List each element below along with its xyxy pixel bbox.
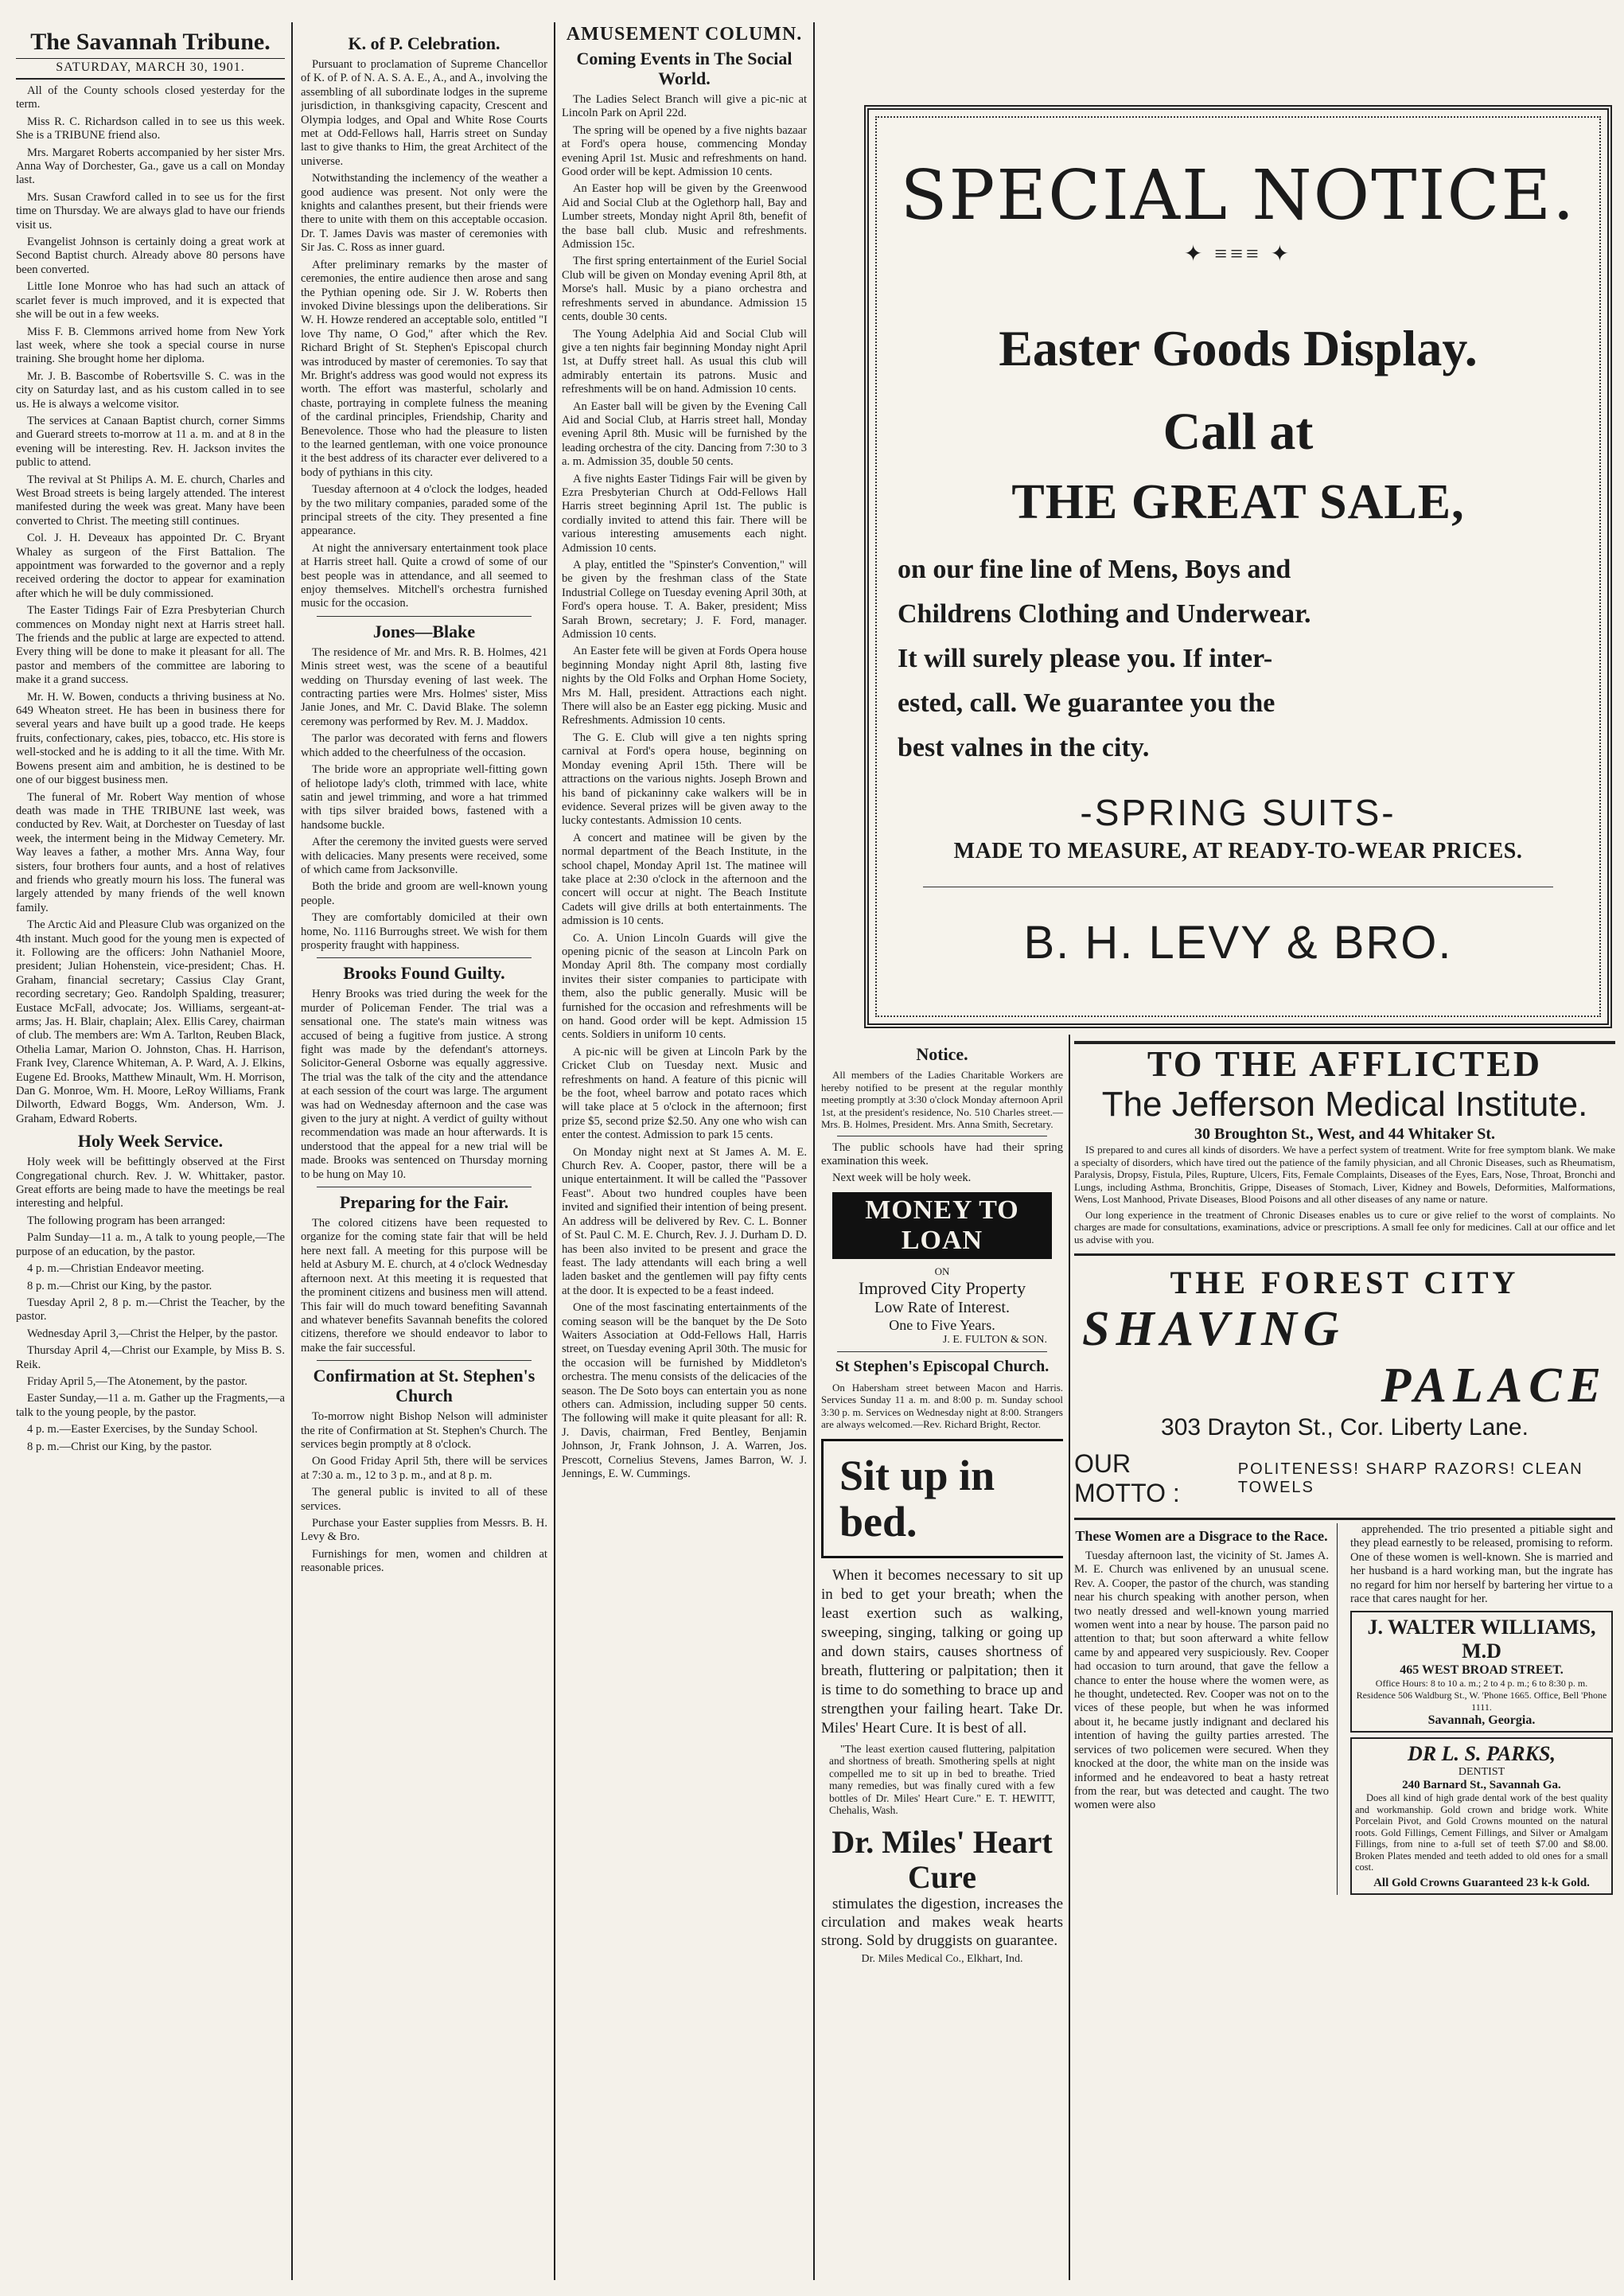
newspaper-title: The Savannah Tribune. [30, 29, 271, 55]
column-1 [16, 29, 285, 2289]
event-paragraph: The Young Adelphia Aid and Social Club will give a ten nights fair beginning Monday night April 1st, at Duffy street hall. As usual this club will admirably entertain its patrons. Music and refreshments will be on hand. Admission 10 cents. [562, 327, 807, 396]
parks-guarantee: All Gold Crowns Guaranteed 23 k-k Gold. [1373, 1876, 1590, 1889]
article-paragraph: The parlor was decorated with ferns and flowers which added to the cheerfulness of the occasion. [301, 732, 547, 759]
forest-city: THE FOREST CITY [1170, 1265, 1520, 1300]
great-sale: THE GREAT SALE, [1011, 475, 1465, 529]
news-paragraph: Little Ione Monroe who has had such an attack of scarlet fever is much improved, and it is expected that she will be out in a few weeks. [16, 280, 285, 322]
notice-heading: Notice. [916, 1044, 968, 1064]
news-paragraph: All of the County schools closed yesterday for the term. [16, 84, 285, 111]
firm-name: B. H. LEVY & BRO. [1023, 917, 1453, 969]
ad-line: best valnes in the city. [898, 733, 1150, 762]
parks-address: 240 Barnard St., Savannah Ga. [1402, 1779, 1561, 1792]
article-paragraph: Furnishings for men, women and children at reasonable prices. [301, 1547, 547, 1575]
sit-up-body: When it becomes necessary to sit up in bed to get your breath; when the least exertion such as walking, sweeping, singing, talking or going up and down stairs, causes shortness of breath, fluttering or palpitation; then it is time to do something to brace up and strengthen your failing heart. Take Dr. Miles' Heart Cure. It is best of all. [821, 1566, 1063, 1737]
holy-week-article [16, 1156, 285, 1454]
loan-term: One to Five Years. [889, 1316, 995, 1333]
program-item: Friday April 5,—The Atonement, by the pastor. [27, 1374, 247, 1388]
event-paragraph: Co. A. Union Lincoln Guards will give the opening picnic of the season at Lincoln Park on Monday April 8th. The company most cordially invites their sister companies to participate with them, also the public generally. Music will be furnished for the occasion and refreshments will be on hand. Good order will be kept. Admission 15 cents. Soldiers in uniform 10 cents. [562, 931, 807, 1042]
article-paragraph: Both the bride and groom are well-known young people. [301, 880, 547, 907]
program-item: Tuesday April 2, 8 p. m.—Christ the Teacher, by the pastor. [16, 1296, 285, 1323]
motto-row [1074, 1449, 1615, 1508]
ad-line: Childrens Clothing and Underwear. [898, 599, 1311, 629]
ad-line: on our fine line of Mens, Boys and [898, 555, 1291, 584]
bottom-right-row [1074, 1523, 1615, 1895]
st-stephen-heading: St Stephen's Episcopal Church. [835, 1357, 1050, 1375]
event-paragraph: An Easter ball will be given by the Evening Call Aid and Social Club, at Harris street hall, Monday evening April 8th. Music will be furnished by the leading orchestra of the city. Dancing from 7:30 to 3 a. m. Admission 35, double 50 cents. [562, 400, 807, 469]
institute-body-2: Our long experience in the treatment of Chronic Diseases enables us to cure or give relief to the worst of complaints. No charges are made for consultations, examinations, advice or prescriptions. A small fee only for medicines. Call at our office and let us advise with you. [1074, 1208, 1615, 1245]
issue-date: SATURDAY, MARCH 30, 1901. [16, 58, 285, 75]
program-item: Easter Sunday,—11 a. m. Gather up the Fragments,—a talk to the young people, by the pastor. [16, 1392, 285, 1419]
divider [837, 1351, 1047, 1352]
column-right-ads [1074, 1035, 1615, 2289]
article-paragraph: They are comfortably domiciled at their own home, No. 1116 Burroughs street. We wish for them prosperity fraught with happiness. [301, 911, 547, 952]
fair-article [301, 1217, 547, 1355]
divider [317, 616, 532, 617]
news-paragraph: The funeral of Mr. Robert Way mention of whose death was made in THE TRIBUNE last week, was conducted by Rev. Wait, at Dorchester on Tuesday of last week, the interment being in the Midway Cemetery. Mr. Way leaves a father, a mother Mrs. Anna Way, four sisters, four brothers four aunts, and a host of relatives and friends who greatly mourn his loss. The funeral was largely attended by many friends of the well known family. [16, 790, 285, 914]
program-item: Thursday April 4,—Christ our Example, by Miss B. S. Reik. [16, 1344, 285, 1371]
event-paragraph: An Easter fete will be given at Fords Opera house beginning Monday night April 8th, lasting five nights by the Old Folks and Orphan Home Society, Mrs M. Hall, president. Attractions each night. There will also be an Easter egg picking. Music and Refreshments. Admission 10 cents. [562, 645, 807, 727]
ad-content [891, 142, 1585, 1000]
event-paragraph: A five nights Easter Tidings Fair will be given by Ezra Presbyterian Church at Odd-Fellows Hall Harris street beginning April 1st. The public is cordially invited to attend this fair. There will be various interesting amusements each night. Admission 10 cents. [562, 472, 807, 555]
article-paragraph: At night the anniversary entertainment took place at Harris street hall. Quite a crowd of some of our best people was in attendance, and all seemed to enjoy themselves. Mitchell's orchestra furnished music for the occasion. [301, 541, 547, 610]
column-rule [813, 22, 815, 2280]
ad-line: ested, call. We guarantee you the [898, 688, 1275, 718]
brooks-article [301, 988, 547, 1182]
column-rule [554, 22, 555, 2280]
news-paragraph: The Easter Tidings Fair of Ezra Presbyterian Church commences on Monday night next at Harris street hall. The friends and the public at large are expected to attend. Every thing will be done to make it pleasant for all. The pastor and members of the committee are laboring to make it a grand success. [16, 604, 285, 687]
doctor-ads [1350, 1523, 1613, 1895]
motto-text: POLITENESS! SHARP RAZORS! CLEAN TOWELS [1237, 1460, 1583, 1496]
women-article [1074, 1523, 1338, 1895]
williams-address: 465 WEST BROAD STREET. [1400, 1663, 1564, 1678]
program-item: The following program has been arranged: [27, 1214, 226, 1227]
fair-heading: Preparing for the Fair. [339, 1192, 509, 1213]
event-paragraph: On Monday night next at St James A. M. E. Church Rev. A. Cooper, pastor, there will be a unique entertainment. It will be called the "Passover Feast". About two hundred couples have been invited and signified their intention of being present. An address will be delivered by Rev. C. L. Bonner of St. Paul C. M. E. Church, Rev. J. J. Durham D. D. has been also invited to be present and grace the feast. The lady attendants will each bring a well laden basket and the gentlemen will pay fifty cents at the door. It is expected to be a feast indeed. [562, 1145, 807, 1297]
event-paragraph: The Ladies Select Branch will give a pic-nic at Lincoln Park on April 22d. [562, 93, 807, 120]
interest-rate: Low Rate of Interest. [874, 1298, 1010, 1316]
institute-address: 30 Broughton St., West, and 44 Whitaker St. [1194, 1125, 1496, 1143]
local-news [16, 84, 285, 1126]
article-paragraph: Tuesday afternoon at 4 o'clock the lodges, headed by the two military companies, paraded some of the principal streets of the city. They presented a fine appearance. [301, 483, 547, 538]
ad-line: It will surely please you. If inter- [898, 644, 1273, 673]
call-at: Call at [1163, 403, 1314, 461]
event-paragraph: A concert and matinee will be given by the normal department of the Beach Institute, in the school chapel, Monday April 1st. The matinee will take place at 2:30 o'clock in the afternoon and the concert will occur at night. The Beach Institute Cadets will give drills at both entertainments. The admission is 10 cents. [562, 831, 807, 928]
williams-city: Savannah, Georgia. [1427, 1713, 1536, 1728]
program-item: 4 p. m.—Easter Exercises, by the Sunday School. [27, 1423, 258, 1436]
palace-word: PALACE [1381, 1358, 1607, 1413]
schools-note: The public schools have had their spring examination this week. [821, 1140, 1063, 1167]
news-paragraph: Mrs. Susan Crawford called in to see us for the first time on Thursday. We are always glad to have our friends visit us. [16, 190, 285, 232]
fulton-sign: J. E. FULTON & SON. [942, 1333, 1047, 1346]
news-paragraph: Evangelist Johnson is certainly doing a great work at Second Baptist church. Already above 80 persons have been converted. [16, 236, 285, 276]
column-2 [301, 29, 547, 2289]
notice-body: All members of the Ladies Charitable Workers are hereby notified to be present at the regular monthly meeting promptly at 3:30 o'clock Monday afternoon April 1st, at the president's residence, No. 510 Charles street.—Mrs. B. Holmes, President. Mrs. Anna Smith, Secretary. [821, 1069, 1063, 1130]
news-paragraph: Miss F. B. Clemmons arrived home from New York last week, where she took a special course in nurse training. She brought home her diploma. [16, 325, 285, 366]
williams-hours: Office Hours: 8 to 10 a. m.; 2 to 4 p. m.; 6 to 8:30 p. m. [1375, 1678, 1588, 1690]
easter-display: Easter Goods Display. [999, 320, 1478, 376]
article-paragraph: The bride wore an appropriate well-fitting gown of heliotope lady's cloth, trimmed with lace, white satin and jewel trimming, and wore a hat trimmed with tips silver braided bows, fastened with a handsome buckle. [301, 763, 547, 832]
divider [317, 1360, 532, 1361]
column-small-ads [821, 1035, 1063, 2289]
program-item: Wednesday April 3,—Christ the Helper, by the pastor. [27, 1327, 278, 1340]
on-label: ON [934, 1265, 950, 1277]
afflicted-heading: TO THE AFFLICTED [1147, 1043, 1543, 1084]
news-paragraph: Mr. J. B. Bascombe of Robertsville S. C. was in the city on Saturday last, and as his custom called in to see us. He is always a welcome visitor. [16, 369, 285, 411]
event-paragraph: One of the most fascinating entertainments of the coming season will be the banquet by the De Soto Waiters Association at Odd-Fellows Hall, Harris street, on Tuesday evening April 30th. The music for the occasion will be furnished by Middleton's orchestra. The menu consists of the delicacies of the season. The De Soto boys can entertain you as none others can. Admission, including supper 50 cents. The following will make it quite pleasant for all: R. J. Davis, chairman, Fred Bentley, Benjamin Johnson, Jr, Frank Johnson, J. A. Warren, Jos. Prescott, Cornelius Stevens, James Barron, W. J. Jennings, E. W. Cummings. [562, 1301, 807, 1480]
event-paragraph: A play, entitled the "Spinster's Convention," will be given by the freshman class of the State Industrial College on Tuesday evening April 30th, at Ford's opera house. T. A. Baker, president; Miss Sarah Brown, secretary; J. F. Ford, manager. Admission 10 cents. [562, 559, 807, 641]
williams-name: J. WALTER WILLIAMS, M.D [1367, 1616, 1596, 1663]
sit-up-box: Sit up in bed. [821, 1439, 1063, 1558]
jones-heading: Jones—Blake [372, 621, 476, 641]
parks-body: Does all kind of high grade dental work of the best quality and workmanship. Gold crown and bridge work. White Porcelain Pivot, and Gold Crowns mounted on the natural roots. Gold Fillings, Cement Fillings, and Silver or Amalgam Fillings, from nine to a-full set of teeth $7.00 and $8.00. Broken Plates mended and teeth added to old ones for a small cost. [1355, 1792, 1608, 1873]
column-rule [291, 22, 293, 2280]
forest-address: 303 Drayton St., Cor. Liberty Lane. [1161, 1414, 1529, 1440]
event-paragraph: The G. E. Club will give a ten nights spring carnival at Ford's opera house, beginning on Monday evening April 15th. There will be attractions on the various nights. Joseph Brown and his band of pickaninny cake walkers will be in evidence. Several prizes will be given away to the lucky contestants. Admission 10 cents. [562, 731, 807, 828]
ad-lines [891, 548, 1585, 770]
event-paragraph: An Easter hop will be given by the Greenwood Aid and Social Club at the Oglethorp hall, Bay and Lumber streets, Monday night April 8th, benefit of the base ball club. Music and refreshments. Admission 15c. [562, 182, 807, 251]
article-paragraph: Notwithstanding the inclemency of the weather a good audience was present. Not only were the knights and calanthes present, but their friends were there to unite with them on this acceptable occasion. Dr. T. James Davis was master of ceremonies with Sir Jas. C. Ross as inner guard. [301, 172, 547, 255]
williams-residence: Residence 506 Waldburg St., W. 'Phone 1665. Office, Bell 'Phone 1111. [1356, 1690, 1607, 1713]
parks-name: DR L. S. PARKS, [1408, 1742, 1556, 1766]
amusement-article [562, 93, 807, 1481]
article-paragraph: Pursuant to proclamation of Supreme Chancellor of K. of P. of N. A. S. A. E., A., and A., involving the assembling of all subordinate lodges in the supreme jurisdiction, in thanksgiving capacity, Crescent and Olympia lodges, and Opal and White Rose Courts met at Odd-Fellows hall, Harris street on Sunday last to give thanks to Him, the great Architect of the universe. [301, 58, 547, 168]
program-item: Palm Sunday—11 a. m., A talk to young people,—The purpose of an education, by the pastor. [16, 1231, 285, 1258]
women-body-cont: apprehended. The trio presented a pitiable sight and they plead earnestly to be released, promising to reform. One of these women is well-known. She is married and her husband is a hard working man, but the ingrate has no regard for him nor herself by bartering her virtue to a race that cares naught for her. [1350, 1523, 1613, 1606]
article-paragraph: The colored citizens have been requested to organize for the coming state fair that will be held here next fall. A meeting for this purpose will be held at Asbury M. E. church, at 4 o'clock Wednesday afternoon next. At this meeting it is requested that the prominent citizens and business men will attend. This fair will do much toward benefiting Savannah and whatever benefits Savannah benefits the colored citizens, therefore we should endeavor to labor to make the fair successful. [301, 1217, 547, 1355]
parks-ad [1350, 1737, 1613, 1895]
news-paragraph: The revival at St Philips A. M. E. church, Charles and West Broad streets is being largely attended. The interest manifested during the week was great. Many have been converted to Christ. The meeting still continues. [16, 473, 285, 528]
ornament: ✦ ≡≡≡ ✦ [1183, 242, 1293, 267]
confirmation-article [301, 1410, 547, 1575]
column-3 [562, 24, 807, 2289]
st-stephen-body: On Habersham street between Macon and Harris. Services Sunday 11 a. m. and 8:00 p. m. Sunday school 3:30 p. m. Services on Wednesday night at 8:00. Strangers are always welcomed.—Rev. Richard Bright, Rector. [821, 1381, 1063, 1431]
article-paragraph: To-morrow night Bishop Nelson will administer the rite of Confirmation at St. Stephen's Church. The services begin promptly at 8 o'clock. [301, 1410, 547, 1451]
amusement-title: AMUSEMENT COLUMN. [566, 24, 803, 45]
news-paragraph: Col. J. H. Deveaux has appointed Dr. C. Bryant Whaley as surgeon of the First Battalion. The appointment was forwarded to the governor and a reply received ordering the doctor to appear for examination after which he will be duly commissioned. [16, 532, 285, 600]
special-notice-ad [864, 105, 1612, 1028]
column-rule [1069, 1035, 1070, 2280]
news-paragraph: Mr. H. W. Bowen, conducts a thriving business at No. 649 Wheaton street. He has been in business there for several years and have built up a good trade. He keeps fruits, confectionary, cakes, pies, tobacco, etc. His store is well-stocked and he is adding to it all the time. With Mr. Bowens present aim and ambition, he is destined to be one of our biggest business men. [16, 690, 285, 787]
event-paragraph: A pic-nic will be given at Lincoln Park by the Cricket Club on Tuesday next. Music and refreshments on hand. A feature of this picnic will be the foot, wheel barrow and potato races which will take place at 5 o'clock in the afternoon; first prize $5, second prize $2.50. Any one who wish can enter the contest. Admission to park 15 cents. [562, 1045, 807, 1142]
dr-miles-body: stimulates the digestion, increases the circulation and makes weak hearts strong. Sold by druggists on guarantee. [821, 1895, 1063, 1949]
dr-miles-heading: Dr. Miles' Heart Cure [831, 1823, 1053, 1895]
news-paragraph: Mrs. Margaret Roberts accompanied by her sister Mrs. Anna Way of Dorchester, Ga., gave us a call on Monday last. [16, 146, 285, 187]
holy-week-note: Next week will be holy week. [832, 1171, 972, 1185]
article-paragraph: Purchase your Easter supplies from Messrs. B. H. Levy & Bro. [301, 1516, 547, 1544]
news-paragraph: The Arctic Aid and Pleasure Club was organized on the 4th instant. Much good for the young men is expected of it. Following are the officers: John Nathaniel Moore, president; Julian Hohenstein, vice-president; Chas. H. Graham, financial secretary; Cassius Clay Grant, recording secretary; Geo. Randolph Spalding, treasurer; Eustace McFall, advocate; Jos. Williams, sergeant-at-arms; Jas. H. Blair, chaplain; Alex. Ellis Carey, chairman of club. The members are: Wm A. Tarlton, Reuben Black, Othelia Lamar, Marion O. Johnston, Chas. H. Harrison, Frank Ivey, Clarence Whiteman, A. P. Ward, A. J. Elkins, Eugene Ed. Brooks, Matthew Minault, Wm. H. Morrison, Dan G. Monroe, Wm. H. Moore, LeRoy Williams, Frank Dilworth, Edward Boggs, Wm. Anderson, Wm. J. Graham, Edward Roberts. [16, 918, 285, 1125]
program-item: Holy week will be befittingly observed at the First Congregational church. Rev. J. W. Whittaker, pastor. Great efforts are being made to have the meetings be real interesting and helpful. [16, 1156, 285, 1210]
article-paragraph: On Good Friday April 5th, there will be services at 7:30 a. m., 12 to 3 p. m., and at 8 p. m. [301, 1455, 547, 1482]
program-item: 8 p. m.—Christ our King, by the pastor. [27, 1440, 212, 1453]
institute-name: The Jefferson Medical Institute. [1101, 1085, 1588, 1124]
divider [1074, 1518, 1615, 1520]
brooks-heading: Brooks Found Guilty. [343, 963, 505, 984]
kp-heading: K. of P. Celebration. [348, 33, 500, 53]
shaving-word: SHAVING [1082, 1302, 1346, 1356]
improved-property: Improved City Property [858, 1277, 1026, 1298]
holy-week-heading: Holy Week Service. [77, 1131, 224, 1152]
institute-body: IS prepared to and cures all kinds of disorders. We have a perfect system of treatment. Write for free symptom blank. We make a specialty of disorders, which have tired out the patience of the family physician, and all Chronic Diseases, such as Rheumatism, Paralysis, Dropsy, Fistula, Piles, Rupture, Ulcers, Fits, Female Complaints, Diseases of the Eyes, Ears, Nose, Throat, Bronchi and Lungs, including Asthma, Bronchitis, Grippe, Diseases of Stomach, Liver, Kidney and Bowels, Deformities, Malformations, Wens, Lost Manhood, Private Diseases, Blood Poisons and all other diseases of any name or nature. [1074, 1144, 1615, 1205]
kp-article [301, 58, 547, 611]
masthead [16, 29, 285, 80]
dr-miles-company: Dr. Miles Medical Co., Elkhart, Ind. [861, 1952, 1023, 1965]
news-paragraph: The services at Canaan Baptist church, corner Simms and Guerard streets to-morrow at 11 a. m. and at 8 in the evening will be interesting. Rev. H. Jackson invites the public to attend. [16, 414, 285, 470]
dentist-label: DENTIST [1458, 1766, 1505, 1779]
motto-label: OUR MOTTO : [1074, 1449, 1180, 1507]
program-item: 8 p. m.—Christ our King, by the pastor. [27, 1279, 212, 1292]
news-paragraph: Miss R. C. Richardson called in to see us this week. She is a TRIBUNE friend also. [16, 115, 285, 142]
article-paragraph: Henry Brooks was tried during the week for the murder of Policeman Fender. The trial was a sensational one. The state's main witness was accused of being a fugitive from justice. A strong fight was made by the defendant's attorneys. Solicitor-General Osborne was equally aggressive. The trial was the talk of the city and the attendance at each session of the court was large. The argument was had on Wednesday afternoon and the case was given to the jury at night. A verdict of guilty without recommendation was made an hour afterwards. It is understood that the appeal for a new trial will be made. Brooks was sentenced on Thursday morning to be hung on May 10. [301, 988, 547, 1181]
amusement-subtitle: Coming Events in The Social World. [576, 49, 793, 88]
special-notice-title: SPECIAL NOTICE. [900, 156, 1576, 236]
williams-ad [1350, 1611, 1613, 1733]
event-paragraph: The first spring entertainment of the Euriel Social Club will be given on Monday evening April 8th, at Morse's hall. Music by a piano orchestra and refreshments served in abundance. Admission 15 cents, double 30 cents. [562, 255, 807, 324]
divider [1074, 1253, 1615, 1256]
article-paragraph: The residence of Mr. and Mrs. R. B. Holmes, 421 Minis street west, was the scene of a beautiful wedding on Thursday evening of last week. The contracting parties were Mrs. Holmes' sister, Miss Janie Jones, and Mr. C. David Blake. The solemn ceremony was performed by Rev. M. J. Maddox. [301, 645, 547, 728]
event-paragraph: The spring will be opened by a five nights bazaar at Ford's opera house, commencing Monday evening April 1st. Music and refreshments on hand. Good order will be kept. Admission 10 cents. [562, 123, 807, 179]
article-paragraph: After the ceremony the invited guests were served with delicacies. Many presents were received, some of which came from Jacksonville. [301, 836, 547, 876]
money-to-loan: MONEY TO LOAN [832, 1192, 1052, 1259]
spring-suits: -SPRING SUITS- [1080, 792, 1396, 833]
women-body: Tuesday afternoon last, the vicinity of St. James A. M. E. Church was enlivened by an unusual scene. Rev. A. Cooper, the pastor of the church, was standing near his church speaking with another person, when two neatly dressed and well-known young married women went into a near by house. The parson paid no attention to that; but soon afterward a white fellow came by and appeared very suspiciously. Rev. Cooper had occasion to turn around, that gave the fellow a chance to enter the house where the women were, as he thought, undetected. Rev. Cooper was not on to the vices of these people, but when he was informed about it, he became justly indignant and declared his intention of having the guilty parties arrested. The services of two policemen were secured. When they knocked at the door, the white man on the inside was informed and he endeavored to beat a hasty retreat from the rear, but was detected and caught. The two women were also [1074, 1550, 1329, 1812]
jones-article [301, 646, 547, 953]
program-item: 4 p. m.—Christian Endeavor meeting. [27, 1262, 204, 1276]
made-to-measure: MADE TO MEASURE, AT READY-TO-WEAR PRICES. [953, 839, 1523, 863]
article-paragraph: After preliminary remarks by the master of ceremonies, the entire audience then arose and sang the Pythian opening ode. Sir J. W. Roberts then invoked Divine blessings upon the deliberations. Sir W. H. Howze rendered an acceptable solo, entitled "I love Thy name, O God," after which the Rev. Richard Bright of St. Stephen's Episcopal church was introduced by master of ceremonies. To say that Mr. Bright's address was good would not express its worth. The effort was masterful, scholarly and chaste, portraying in complete fulness the meaning of the cardinal principles, Friendship, Charity and Benevolence. Those who had the pleasure to listen to the learned gentleman, with one voice pronounce it the best address of its character ever delivered to a body of pythians in this city. [301, 258, 547, 479]
testimonial: "The least exertion caused fluttering, palpitation and shortness of breath. Smothering spells at night compelled me to sit up in bed to breathe. Tried many remedies, but was finally cured with a few bottles of Dr. Miles' Heart Cure." E. T. HEWITT, Chehalis, Wash. [829, 1742, 1055, 1817]
confirmation-heading: Confirmation at St. Stephen's Church [313, 1366, 535, 1406]
women-heading: These Women are a Disgrace to the Race. [1075, 1528, 1328, 1544]
article-paragraph: The general public is invited to all of these services. [301, 1486, 547, 1513]
divider [317, 957, 532, 958]
